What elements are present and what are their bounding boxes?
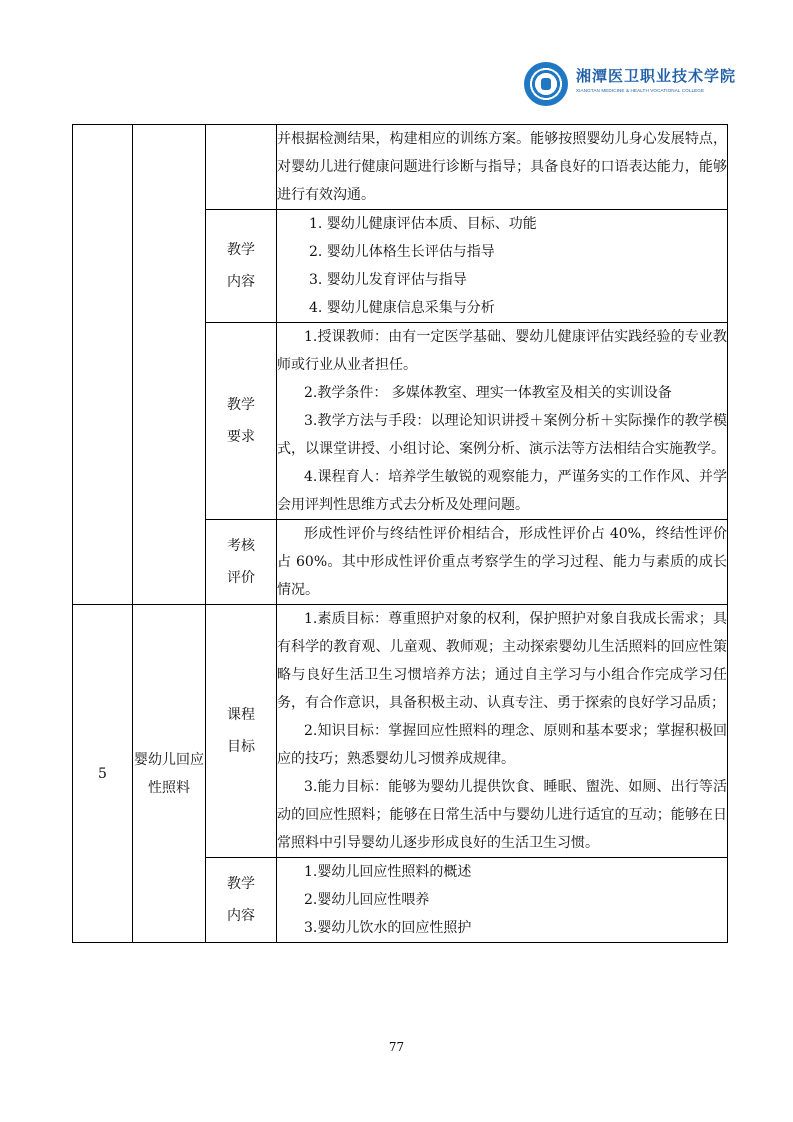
curriculum-table: [72, 124, 728, 943]
label-cell: [206, 323, 277, 520]
list-item: 1.婴幼儿回应性照料的概述: [304, 864, 472, 880]
content-cell: [277, 858, 728, 943]
content-cell: [277, 520, 728, 605]
label-cell: [206, 605, 277, 858]
label-line: 目标: [227, 739, 255, 755]
list-item: 4. 婴幼儿健康信息采集与分析: [309, 300, 495, 316]
list-item: 3.婴幼儿饮水的回应性照护: [304, 920, 472, 936]
table-row: [73, 605, 728, 858]
list-item: 2.教学条件： 多媒体教室、理实一体教室及相关的实训设备: [304, 385, 672, 401]
label-line: 评价: [227, 570, 255, 586]
course-name-cell: 婴幼儿回应性照料: [133, 605, 206, 943]
content-cell: [277, 210, 728, 323]
label-line: 内容: [227, 274, 255, 290]
number-cell: [73, 125, 133, 605]
list-item: 2. 婴幼儿体格生长评估与指导: [309, 244, 495, 260]
list-item: 3.能力目标：能够为婴幼儿提供饮食、睡眠、盥洗、如厕、出行等活动的回应性照料；能够在日常生活中与婴幼儿进行适宜的互动；能够在日常照料中引导婴幼儿逐步形成良好的生活卫生习惯。: [277, 779, 727, 851]
label-line: 课程: [227, 707, 255, 723]
table-row: [73, 125, 728, 210]
label-line: 要求: [227, 429, 255, 445]
college-logo: [524, 62, 737, 108]
list-item: 1. 婴幼儿健康评估本质、目标、功能: [309, 216, 537, 232]
list-item: 3. 婴幼儿发育评估与指导: [309, 272, 467, 288]
list-item: 1.授课教师：由有一定医学基础、婴幼儿健康评估实践经验的专业教师或行业从业者担任。: [277, 329, 727, 373]
content-cell: [277, 605, 728, 858]
continued-paragraph: 并根据检测结果，构建相应的训练方案。能够按照婴幼儿身心发展特点，对婴幼儿进行健康问题进行诊断与指导；具备良好的口语表达能力，能够进行有效沟通。: [277, 131, 727, 203]
list-item: 4.课程育人：培养学生敏锐的观察能力，严谨务实的工作作风、并学会用评判性思维方式去分析及处理问题。: [277, 469, 727, 513]
college-emblem-icon: [524, 62, 568, 106]
college-name: 湘潭医卫职业技术学院: [576, 67, 737, 85]
label-cell: [206, 858, 277, 943]
list-item: 1.素质目标：尊重照护对象的权利，保护照护对象自我成长需求；具有科学的教育观、儿童观、教师观；主动探索婴幼儿生活照料的回应性策略与良好生活卫生习惯培养方法；通过自主学习与小组合作完成学习任务，有合作意识，具备积极主动、认真专注、勇于探索的良好学习品质；: [277, 611, 727, 711]
list-item: 3.教学方法与手段：以理论知识讲授＋案例分析＋实际操作的教学模式，以课堂讲授、小组讨论、案例分析、演示法等方法相结合实施教学。: [277, 413, 727, 457]
evaluation-text: 形成性评价与终结性评价相结合，形成性评价占 40%，终结性评价占 60%。其中形成性评价重点考察学生的学习过程、能力与素质的成长情况。: [277, 526, 727, 598]
label-line: 考核: [227, 538, 255, 554]
number-cell: 5: [73, 605, 133, 943]
page-number: 77: [388, 1040, 405, 1054]
label-line: 教学: [227, 397, 255, 413]
label-line: 内容: [227, 908, 255, 924]
college-name-english: XIANGTAN MEDICINE & HEALTH VOCATIONAL COLLEGE: [576, 88, 705, 93]
label-cell: [206, 210, 277, 323]
list-item: 2.婴幼儿回应性喂养: [304, 892, 430, 908]
label-line: 教学: [227, 242, 255, 258]
label-cell: [206, 520, 277, 605]
content-cell: [277, 323, 728, 520]
label-cell: [206, 125, 277, 210]
label-line: 教学: [227, 876, 255, 892]
course-name-cell: [133, 125, 206, 605]
list-item: 2.知识目标：掌握回应性照料的理念、原则和基本要求；掌握积极回应的技巧；熟悉婴幼儿习惯养成规律。: [277, 723, 727, 767]
content-cell: [277, 125, 728, 210]
